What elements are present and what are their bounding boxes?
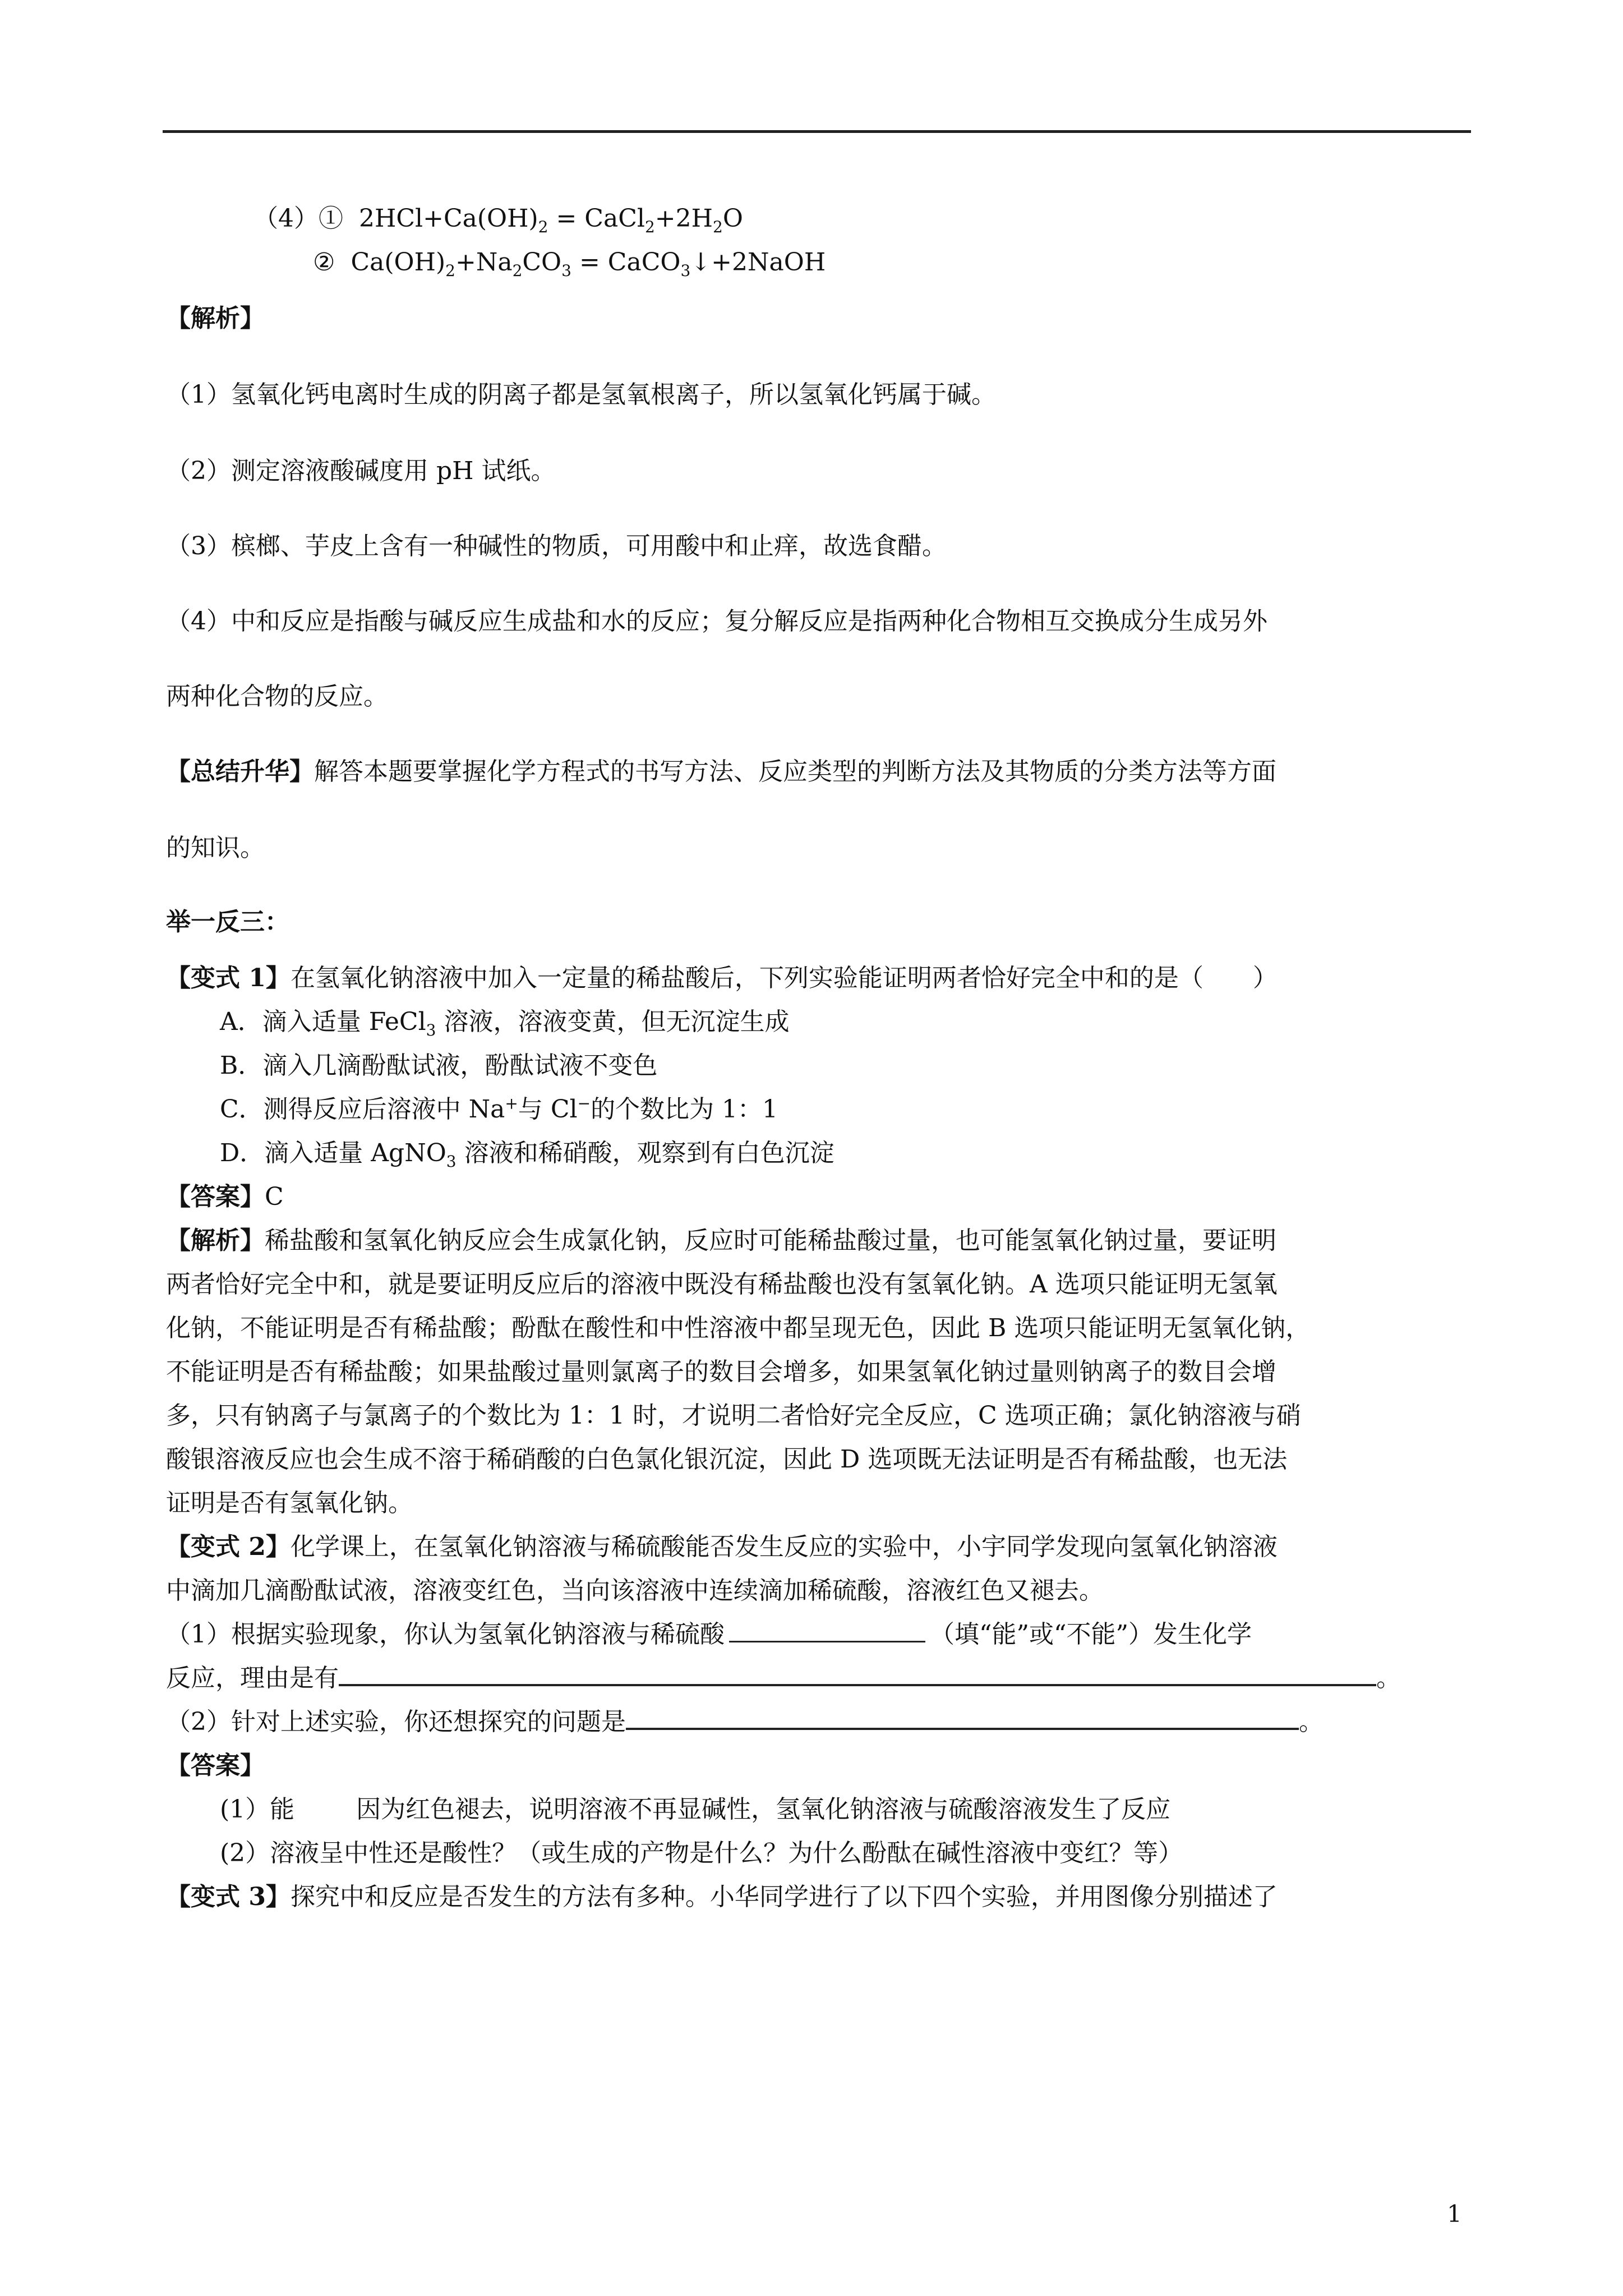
- page-number: 1: [1447, 2200, 1462, 2228]
- variant1-label: 【变式 1】: [166, 964, 291, 992]
- variant2-question-line1: 【变式 2】化学课上，在氢氧化钠溶液与稀硫酸能否发生反应的实验中，小宇同学发现向氢氧化钠溶液: [166, 1533, 1278, 1561]
- variant1-analysis-line: 两者恰好完全中和，就是要证明反应后的溶液中既没有稀盐酸也没有氢氧化钠。A 选项只能证明无氢氧: [166, 1270, 1278, 1299]
- analysis-heading: 【解析】: [166, 304, 265, 333]
- variant1-option-d: D．滴入适量 AgNO$_3$ 溶液和稀硝酸，观察到有白色沉淀: [220, 1139, 834, 1171]
- variant1-analysis-line: 化钠，不能证明是否有稀盐酸；酚酞在酸性和中性溶液中都呈现无色，因此 B 选项只能证明无氢氧化钠，: [166, 1314, 1311, 1342]
- summary-line1: 【总结升华】解答本题要掌握化学方程式的书写方法、反应类型的判断方法及其物质的分类方法等方面: [166, 757, 1276, 786]
- equation-2: ② $Ca(OH)_2+Na_2CO_3$ = CaCO$_3$↓+2NaOH: [313, 248, 826, 280]
- variant1-analysis-line: 不能证明是否有稀盐酸；如果盐酸过量则氯离子的数目会增多，如果氢氧化钠过量则钠离子的数目会增: [166, 1358, 1276, 1386]
- analysis-p1: （1）氢氧化钙电离时生成的阴离子都是氢氧根离子，所以氢氧化钙属于碱。: [166, 380, 996, 409]
- variant2-label: 【变式 2】: [166, 1533, 291, 1561]
- equation-1: （4）① $2HCl+Ca(OH)_2$ = $CaCl_2+2H_2O$: [253, 204, 743, 236]
- variant1-analysis-line: 证明是否有氢氧化钠。: [166, 1489, 413, 1517]
- variant2-answer-1: (1）能 因为红色褪去，说明溶液不再显碱性，氢氧化钠溶液与硫酸溶液发生了反应: [220, 1795, 1171, 1824]
- variant2-subq1-line1: （1）根据实验现象，你认为氢氧化钠溶液与稀硫酸 （填“能”或“不能”）发生化学: [166, 1618, 1252, 1651]
- variant2-answer-2: (2）溶液呈中性还是酸性？（或生成的产物是什么？为什么酚酞在碱性溶液中变红？等）: [220, 1839, 1183, 1867]
- variant1-question: 【变式 1】在氢氧化钠溶液中加入一定量的稀盐酸后，下列实验能证明两者恰好完全中和的是（ ）: [166, 964, 1278, 992]
- variant1-analysis-line: 【解析】稀盐酸和氢氧化钠反应会生成氯化钠，反应时可能稀盐酸过量，也可能氢氧化钠过量，要证明: [166, 1226, 1276, 1255]
- answer-blank: [339, 1662, 1376, 1686]
- analysis-p4-line2: 两种化合物的反应。: [166, 682, 388, 711]
- variant1-analysis-line: 多，只有钠离子与氯离子的个数比为 1：1 时，才说明二者恰好完全反应，C 选项正确；氯化钠溶液与硝: [166, 1401, 1301, 1430]
- variant1-option-a: A．滴入适量 FeCl$_3$ 溶液，溶液变黄，但无沉淀生成: [220, 1007, 790, 1039]
- answer-blank: [729, 1618, 925, 1642]
- variant2-answer-label: 【答案】: [166, 1751, 265, 1780]
- variant3-text: 【变式 3】探究中和反应是否发生的方法有多种。小华同学进行了以下四个实验，并用图像分别描述了: [166, 1883, 1278, 1911]
- summary-label: 【总结升华】: [166, 757, 314, 786]
- summary-line2: 的知识。: [166, 834, 265, 862]
- variant3-label: 【变式 3】: [166, 1883, 291, 1911]
- variant1-answer-label: 【答案】: [166, 1182, 265, 1211]
- analysis-p4-line1: （4）中和反应是指酸与碱反应生成盐和水的反应；复分解反应是指两种化合物相互交换成分生成另外: [166, 607, 1267, 636]
- variant2-question-line2: 中滴加几滴酚酞试液，溶液变红色，当向该溶液中连续滴加稀硫酸，溶液红色又褪去。: [166, 1576, 1104, 1605]
- variant1-answer: 【答案】C: [166, 1182, 284, 1211]
- answer-blank: [626, 1705, 1299, 1730]
- variant1-option-b: B．滴入几滴酚酞试液，酚酞试液不变色: [220, 1051, 658, 1080]
- variant1-analysis-label: 【解析】: [166, 1226, 265, 1255]
- header-rule: [163, 130, 1471, 133]
- variant2-subq2: （2）针对上述实验，你还想探究的问题是 。: [166, 1705, 1324, 1739]
- variant2-subq1-line2: 反应，理由是有 。: [166, 1662, 1401, 1695]
- analysis-p3: （3）槟榔、芋皮上含有一种碱性的物质，可用酸中和止痒，故选食醋。: [166, 532, 947, 560]
- variant1-option-c: C．测得反应后溶液中 Na+与 Cl−的个数比为 1：1: [220, 1094, 778, 1124]
- analysis-p2: （2）测定溶液酸碱度用 pH 试纸。: [166, 457, 556, 485]
- extension-heading: 举一反三：: [166, 908, 289, 936]
- variant1-analysis-line: 酸银溶液反应也会生成不溶于稀硝酸的白色氯化银沉淀，因此 D 选项既无法证明是否有稀盐酸，也无法: [166, 1445, 1288, 1474]
